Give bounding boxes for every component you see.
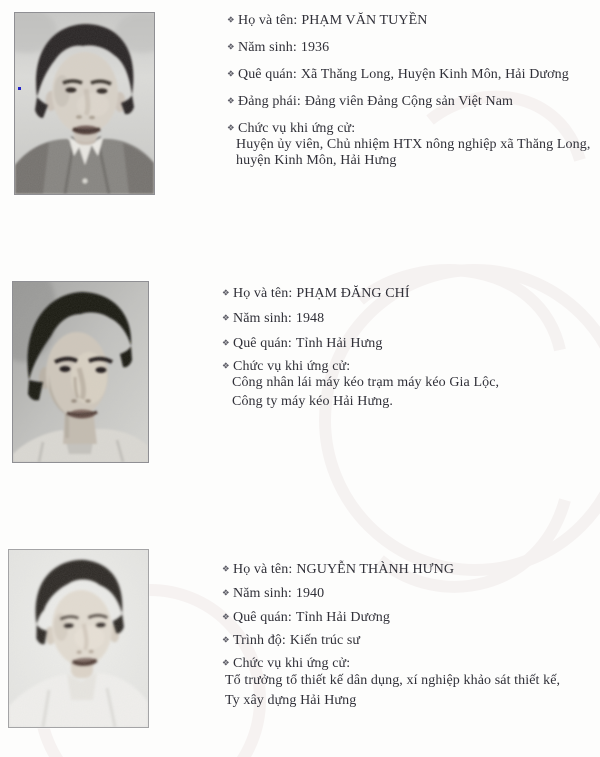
- field-text: huyện Kinh Môn, Hải Hưng: [236, 153, 397, 168]
- field-value: NGUYỄN THÀNH HƯNG: [296, 562, 455, 577]
- diamond-bullet-icon: ❖: [222, 564, 230, 575]
- diamond-bullet-icon: ❖: [227, 69, 235, 80]
- diamond-bullet-icon: ❖: [222, 288, 230, 299]
- field-label: Quê quán:: [233, 336, 292, 351]
- diamond-bullet-icon: ❖: [222, 658, 230, 669]
- field-label: Chức vụ khi ứng cử:: [233, 359, 351, 374]
- field-label: Quê quán:: [238, 67, 297, 82]
- field-value: PHẠM VĂN TUYỀN: [301, 13, 428, 28]
- field-value: 1940: [295, 586, 325, 601]
- field-text: Huyện ủy viên, Chủ nhiệm HTX nông nghiệp xã Thăng Long,: [236, 137, 591, 152]
- field-value: PHẠM ĐĂNG CHÍ: [296, 286, 410, 301]
- field-text: Ty xây dựng Hải Hưng: [225, 693, 357, 708]
- diamond-bullet-icon: ❖: [222, 361, 230, 372]
- field-label: Năm sinh:: [233, 311, 292, 326]
- diamond-bullet-icon: ❖: [222, 635, 230, 646]
- field-value: Kiến trúc sư: [289, 633, 361, 648]
- field-label: Quê quán:: [233, 610, 292, 625]
- field-label: Năm sinh:: [233, 586, 292, 601]
- diamond-bullet-icon: ❖: [227, 123, 235, 134]
- field-label: Họ và tên:: [238, 13, 298, 28]
- field-value: Đảng viên Đảng Cộng sản Việt Nam: [304, 94, 514, 109]
- field-label: Năm sinh:: [238, 40, 297, 55]
- field-value: Tỉnh Hải Dương: [295, 610, 390, 625]
- field-label: Chức vụ khi ứng cử:: [238, 121, 356, 136]
- diamond-bullet-icon: ❖: [227, 96, 235, 107]
- field-label: Họ và tên:: [233, 562, 293, 577]
- diamond-bullet-icon: ❖: [227, 42, 235, 53]
- diamond-bullet-icon: ❖: [222, 612, 230, 623]
- field-label: Đảng phái:: [238, 94, 301, 109]
- field-value: Tỉnh Hải Hưng: [295, 336, 383, 351]
- diamond-bullet-icon: ❖: [222, 338, 230, 349]
- field-value: 1936: [300, 40, 330, 55]
- field-value: 1948: [295, 311, 325, 326]
- diamond-bullet-icon: ❖: [227, 15, 235, 26]
- field-label: Họ và tên:: [233, 286, 293, 301]
- field-label: Trình độ:: [233, 633, 286, 648]
- diamond-bullet-icon: ❖: [222, 588, 230, 599]
- field-text: Tổ trưởng tổ thiết kế dân dụng, xí nghiệp khảo sát thiết kế,: [225, 673, 561, 688]
- field-value: Xã Thăng Long, Huyện Kinh Môn, Hải Dương: [300, 67, 569, 82]
- field-text: Công ty máy kéo Hải Hưng.: [232, 394, 393, 409]
- diamond-bullet-icon: ❖: [222, 313, 230, 324]
- field-text: Công nhân lái máy kéo trạm máy kéo Gia Lộc,: [232, 375, 500, 390]
- field-label: Chức vụ khi ứng cử:: [233, 656, 351, 671]
